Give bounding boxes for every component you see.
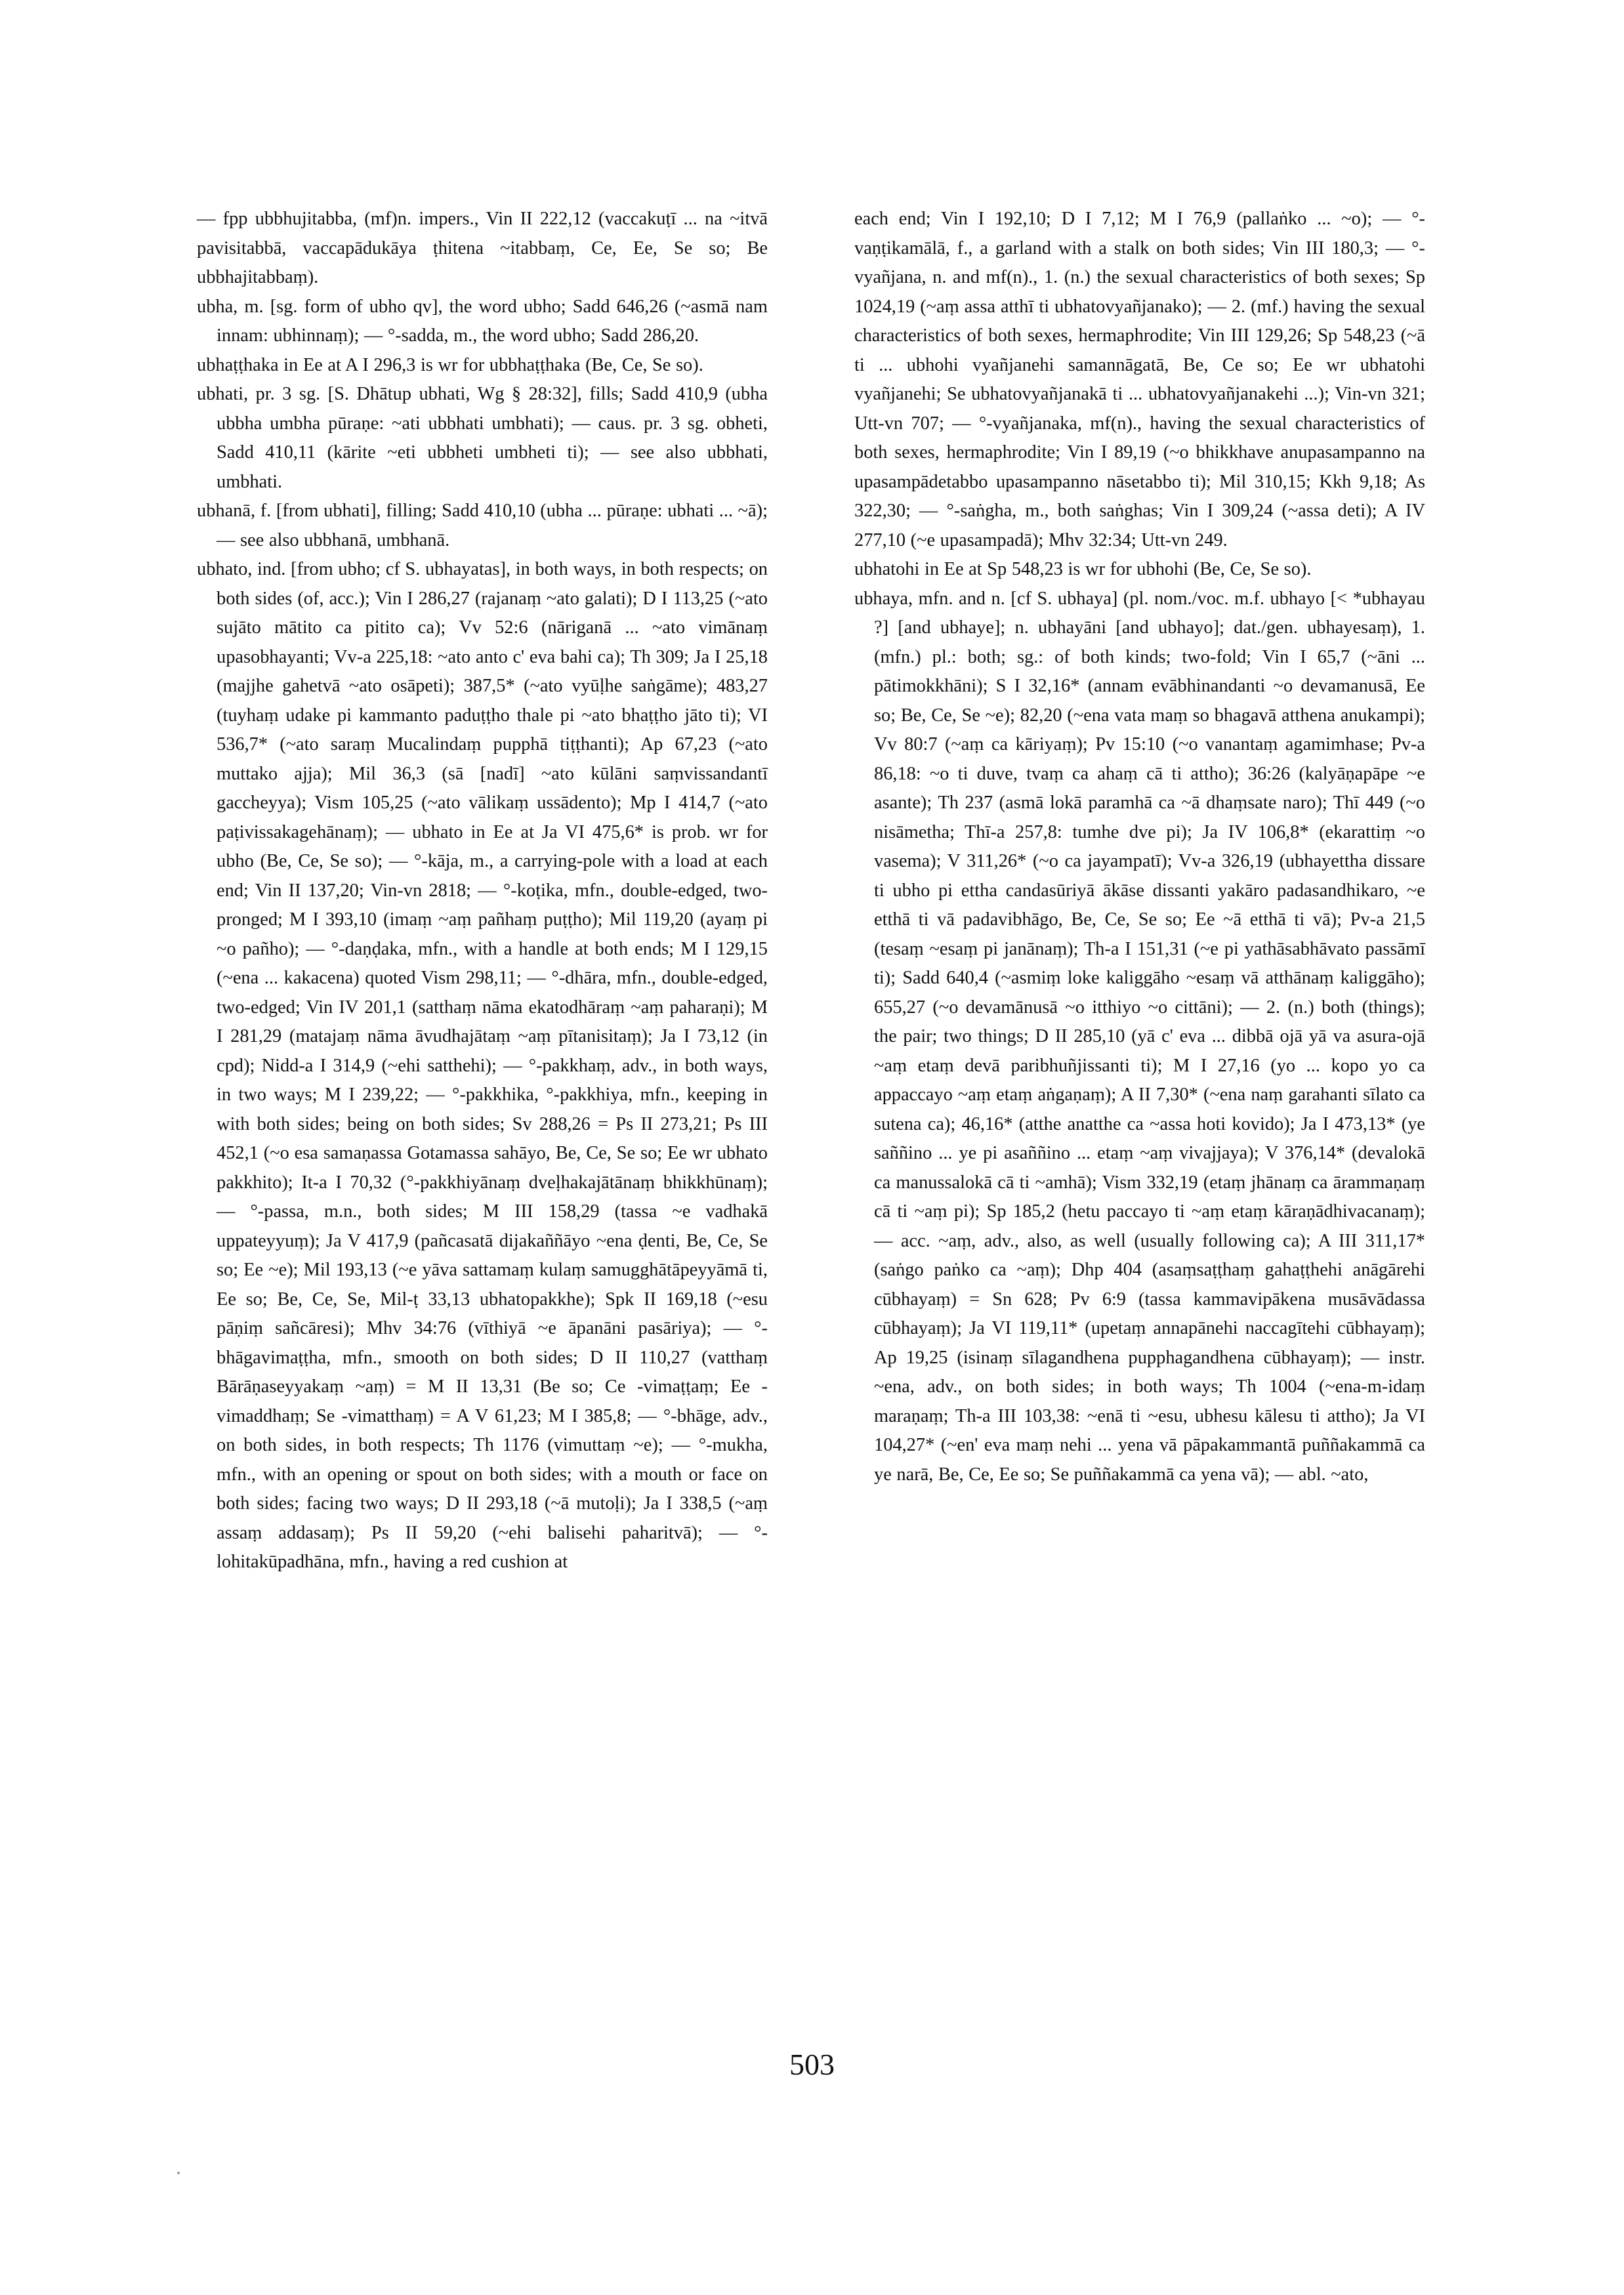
- entry-ubhati: ubhati, pr. 3 sg. [S. Dhātup ubhati, Wg § 28:32], fills; Sadd 410,9 (ubha ubbha umbha pūraṇe: ~ati ubbhati umbhati); — caus. pr. 3 sg. obheti, Sadd 410,11 (kārite ~eti ubbheti umbheti ti); — see also ubbhati, umbhati.: [197, 384, 768, 492]
- entry-ubhana: ubhanā, f. [from ubhati], filling; Sadd 410,10 (ubha ... pūraṇe: ubhati ... ~ā); — see also ubbhanā, umbhanā.: [197, 501, 768, 550]
- entry-ubha: ubha, m. [sg. form of ubho qv], the word ubho; Sadd 646,26 (~asmā nam innam: ubhinnaṃ); — °-sadda, m., the word ubho; Sadd 286,20.: [197, 296, 768, 346]
- entry-ubhato-continued: each end; Vin I 192,10; D I 7,12; M I 76,9 (pallaṅko ... ~o); — °-vaṇṭikamālā, f., a garland with a stalk on both sides; Vin III 180,3; — °-vyañjana, n. and mf(n)., 1. (n.) the sexual characteristics of both sexes; Sp 1024,19 (~aṃ assa atthī ti ubhatovyañjanako); — 2. (mf.) having the sexual characteristics of both sexes, hermaphrodite; Vin III 129,26; Sp 548,23 (~ā ti ... ubhohi vyañjanehi samannāgatā, Be, Ce so; Ee wr ubhatohi vyañjanehi; Se ubhatovyañjanakā ti ... ubhatovyañjanakehi ...); Vin-vn 321; Utt-vn 707; — °-vyañjanaka, mf(n)., having the sexual characteristics of both sexes, hermaphrodite; Vin I 89,19 (~o bhikkhave anupasampanno na upasampādetabbo upasampanno nāsetabbo ti); Mil 310,15; Kkh 9,18; As 322,30; — °-saṅgha, m., both saṅghas; Vin I 309,24 (~assa deti); A IV 277,10 (~e upasampadā); Mhv 32:34; Utt-vn 249.: [854, 209, 1425, 550]
- entry-fpp-ubbhujitabba: — fpp ubbhujitabba, (mf)n. impers., Vin II 222,12 (vaccakuṭī ... na ~itvā pavisitabbā, vaccapādukāya ṭhitena ~itabbaṃ, Ce, Ee, Se so; Be ubbhajitabbaṃ).: [197, 209, 768, 287]
- entry-ubhatohi: ubhatohi in Ee at Sp 548,23 is wr for ubhohi (Be, Ce, Se so).: [854, 559, 1312, 579]
- right-column: [854, 205, 1425, 1489]
- entry-ubhaya: ubhaya, mfn. and n. [cf S. ubhaya] (pl. nom./voc. m.f. ubhayo [< *ubhayau ?] [and ubhaye]; n. ubhayāni [and ubhayo]; dat./gen. ubhayesaṃ), 1. (mfn.) pl.: both; sg.: of both kinds; two-fold; Vin I 65,7 (~āni ... pātimokkhāni); S I 32,16* (annam evābhinandanti ~o devamanusā, Ee so; Be, Ce, Se ~e); 82,20 (~ena vata maṃ so bhagavā atthena anukampi); Vv 80:7 (~aṃ ca kāriyaṃ); Pv 15:10 (~o vanantaṃ agamimhase; Pv-a 86,18: ~o ti duve, tvaṃ ca ahaṃ cā ti attho); 36:26 (kalyāṇapāpe ~e asante); Th 237 (asmā lokā paramhā ca ~ā dhaṃsate naro); Thī 449 (~o nisāmetha; Thī-a 257,8: tumhe dve pi); Ja IV 106,8* (ekarattiṃ ~o vasema); V 311,26* (~o ca jayampatī); Vv-a 326,19 (ubhayettha dissare ti ubho pi ettha candasūriyā ākāse dissanti yakāro padasandhikaro, ~e etthā ti vā padavibhāgo, Be, Ce, Se so; Ee ~ā etthā ti vā); Pv-a 21,5 (tesaṃ ~esaṃ pi janānaṃ); Th-a I 151,31 (~e pi yathāsabhāvato passāmī ti); Sadd 640,4 (~asmiṃ loke kaliggāho ~esaṃ vā atthānaṃ kaliggāho); 655,27 (~o devamānusā ~o itthiyo ~o cittāni); — 2. (n.) both (things); the pair; two things; D II 285,10 (yā c' eva ... dibbā ojā yā va asura-ojā ~aṃ etaṃ devā paribhuñjissanti ti); M I 27,16 (yo ... kopo yo ca appaccayo ~aṃ etaṃ aṅgaṇaṃ); A II 7,30* (~ena naṃ garahanti sīlato ca sutena ca); 46,16* (atthe anatthe ca ~assa hoti kovido); Ja I 473,13* (ye saññino ... ye pi asaññino ... etaṃ ~aṃ vivajjaya); V 376,14* (devalokā ca manussalokā cā ti ~amhā); Vism 332,19 (etaṃ jhānaṃ ca ārammaṇaṃ cā ti ~aṃ pi); Sp 185,2 (hetu paccayo ti ~aṃ etaṃ kāraṇādhivacanaṃ); — acc. ~aṃ, adv., also, as well (usually following ca); A III 311,17* (saṅgo paṅko ca ~aṃ); Dhp 404 (asaṃsaṭṭhaṃ gahaṭṭhehi anāgārehi cūbhayaṃ) = Sn 628; Pv 6:9 (tassa kammavipākena musāvādassa cūbhayaṃ); Ja VI 119,11* (upetaṃ annapānehi naccagītehi cūbhayaṃ); Ap 19,25 (isinaṃ sīlagandhena pupphagandhena cūbhayaṃ); — instr. ~ena, adv., on both sides; in both ways; Th 1004 (~ena-m-idaṃ maraṇaṃ; Th-a III 103,38: ~enā ti ~esu, ubhesu kālesu ti attho); Ja VI 104,27* (~en' eva maṃ nehi ... yena vā pāpakammantā puññakammā ca ye narā, Be, Ce, Ee so; Se puññakammā ca yena vā); — abl. ~ato,: [854, 588, 1425, 1485]
- page-number: 503: [789, 2048, 835, 2081]
- entry-ubhatthaka: ubhaṭṭhaka in Ee at A I 296,3 is wr for ubbhaṭṭhaka (Be, Ce, Se so).: [197, 354, 703, 375]
- left-column: [197, 205, 768, 1577]
- scan-speck: [177, 2172, 180, 2174]
- entry-ubhato: ubhato, ind. [from ubho; cf S. ubhayatas], in both ways, in both respects; on both sides (of, acc.); Vin I 286,27 (rajanaṃ ~ato galati); D I 113,25 (~ato sujāto mātito ca pitito ca); Vv 52:6 (nāriganā ... ~ato vimānaṃ upasobhayanti; Vv-a 225,18: ~ato anto c' eva bahi ca); Th 309; Ja I 25,18 (majjhe gahetvā ~ato osāpeti); 387,5* (~ato vyūḷhe saṅgāme); 483,27 (tuyhaṃ udake pi kammanto paduṭṭho thale pi ~ato bhaṭṭho jāto ti); VI 536,7* (~ato saraṃ Mucalindaṃ pupphā tiṭṭhanti); Ap 67,23 (~ato muttako ajja); Mil 36,3 (sā [nadī] ~ato kūlāni saṃvissandantī gaccheyya); Vism 105,25 (~ato vālikaṃ ussādento); Mp I 414,7 (~ato paṭivissakagehānaṃ); — ubhato in Ee at Ja VI 475,6* is prob. wr for ubho (Be, Ce, Se so); — °-kāja, m., a carrying-pole with a load at each end; Vin II 137,20; Vin-vn 2818; — °-koṭika, mfn., double-edged, two-pronged; M I 393,10 (imaṃ ~aṃ pañhaṃ puṭṭho); Mil 119,20 (ayaṃ pi ~o pañho); — °-daṇḍaka, mfn., with a handle at both ends; M I 129,15 (~ena ... kakacena) quoted Vism 298,11; — °-dhāra, mfn., double-edged, two-edged; Vin IV 201,1 (satthaṃ nāma ekatodhāraṃ ~aṃ paharaṇi); M I 281,29 (matajaṃ nāma āvudhajātaṃ ~aṃ pītanisitaṃ); Ja I 73,12 (in cpd); Nidd-a I 314,9 (~ehi satthehi); — °-pakkhaṃ, adv., in both ways, in two ways; M I 239,22; — °-pakkhika, °-pakkhiya, mfn., keeping in with both sides; being on both sides; Sv 288,26 = Ps II 273,21; Ps III 452,1 (~o esa samaṇassa Gotamassa sahāyo, Be, Ce, Se so; Ee wr ubhato pakkhito); It-a I 70,32 (°-pakkhiyānaṃ dveḷhakajātānaṃ bhikkhūnaṃ); — °-passa, m.n., both sides; M III 158,29 (tassa ~e vadhakā uppateyyuṃ); Ja V 417,9 (pañcasatā dijakaññāyo ~ena ḍenti, Be, Ce, Se so; Ee ~e); Mil 193,13 (~e yāva sattamaṃ kulaṃ samugghātāpeyyāmā ti, Ee so; Be, Ce, Se, Mil-ṭ 33,13 ubhatopakkhe); Spk II 169,18 (~esu pāṇiṃ sañcāresi); Mhv 34:76 (vīthiyā ~e āpanāni pasāriya); — °-bhāgavimaṭṭha, mfn., smooth on both sides; D II 110,27 (vatthaṃ Bārāṇaseyyakaṃ ~aṃ) = M II 13,31 (Be so; Ce -vimaṭṭaṃ; Ee -vimaddhaṃ; Se -vimatthaṃ) = A V 61,23; M I 385,8; — °-bhāge, adv., on both sides, in both respects; Th 1176 (vimuttaṃ ~e); — °-mukha, mfn., with an opening or spout on both sides; with a mouth or face on both sides; facing two ways; D II 293,18 (~ā mutoḷi); Ja I 338,5 (~aṃ assaṃ addasaṃ); Ps II 59,20 (~ehi balisehi paharitvā); — °-lohitakūpadhāna, mfn., having a red cushion at: [197, 559, 768, 1572]
